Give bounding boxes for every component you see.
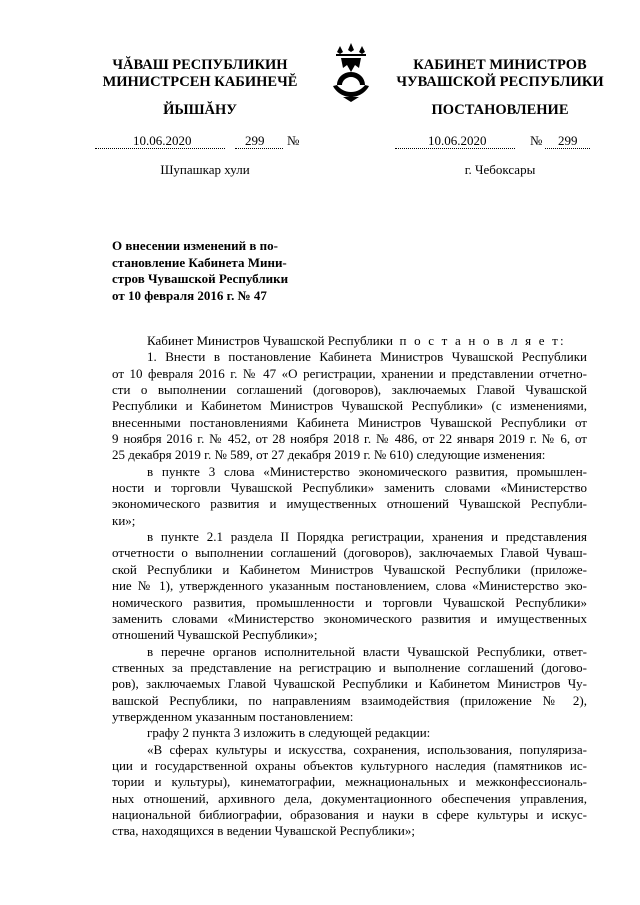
doc-number-right: 299 [558, 133, 578, 148]
body-line: графу 2 пункта 3 изложить в следующей редакции: [147, 725, 431, 741]
body-line: отчетности о выполнении соглашений (договоров), заключаемых Главой Чуваш- [112, 545, 587, 561]
body-line: «В сферах культуры и искусства, сохранения, использования, популяриза- [147, 741, 587, 757]
body-line: вашской Республики, по направлениям взаимодействия (приложение № 2), [112, 692, 587, 708]
body-line: ства, находящихся в ведении Чувашской Республики»; [112, 823, 415, 839]
number-line-left [95, 133, 310, 149]
subject-line: стров Чувашской Республики [112, 271, 289, 287]
number-line-right [395, 133, 615, 149]
header-right-doc-type: ПОСТАНОВЛЕНИЕ [431, 102, 569, 118]
body-line: экономического развития и имущественных отношений Чувашской Республи- [112, 496, 587, 512]
body-line: номического развития, промышленности и торговли Чувашской Республики» [112, 594, 587, 610]
header-left-line2: МИНИСТРСЕН КАБИНЕЧĔ [102, 74, 298, 90]
body-line: в перечне органов исполнительной власти Чувашской Республики, ответ- [147, 643, 587, 659]
body-line: ственных за представление на регистрацию и выполнение соглашений (догово- [112, 659, 587, 675]
body-line: ров), заключаемых Главой Чувашской Республики и Кабинетом Министров Чу- [112, 676, 587, 692]
body-line: ции и государственной охраны объектов культурного наследия (памятников ис- [112, 757, 587, 773]
place-right: г. Чебоксары [464, 162, 536, 177]
body-line: 9 ноября 2016 г. № 452, от 28 ноября 2018 г. № 486, от 22 января 2019 г. № 6, от [112, 431, 587, 447]
body-line: в пункте 3 слова «Министерство экономического развития, промышлен- [147, 463, 587, 479]
body-line: сти о выполнении соглашений (договоров), заключаемых Главой Чувашской [112, 382, 587, 398]
date-right: 10.06.2020 [428, 133, 487, 148]
body-line: 1. Внести в постановление Кабинета Министров Чувашской Республики [147, 349, 587, 365]
body-line: в пункте 2.1 раздела II Порядка регистрации, хранения и представления [147, 529, 587, 545]
number-sign-right: № [530, 133, 543, 148]
body-line: заменить словами «Министерство экономического развития и имущественных [112, 610, 587, 626]
header-left-doc-type: ЙЫШĂНУ [163, 102, 237, 118]
body-line: отношений Чувашской Республики»; [112, 627, 318, 643]
document-body [112, 333, 587, 840]
header-right-line1: КАБИНЕТ МИНИСТРОВ [413, 57, 587, 73]
header-left-line1: ЧĂВАШ РЕСПУБЛИКИН [112, 57, 288, 73]
subject-line: О внесении изменений в по- [112, 238, 278, 253]
place-left: Шупашкар хули [160, 162, 250, 177]
body-line: от 10 февраля 2016 г. № 47 «О регистрации, хранении и представлении отчетно- [112, 365, 587, 381]
body-line: национальной библиографии, образования и науки в сфере культуры и искус- [112, 806, 587, 822]
body-line: ние № 1), утвержденного указанным постановлением, слова «Министерство эко- [112, 578, 587, 594]
body-line: тории и культуры), кинематографии, межнациональных и межконфессиональ- [112, 774, 587, 790]
body-line: внесенными постановлениями Кабинета Министров Чувашской Республики от [112, 414, 587, 430]
document-subject [112, 238, 302, 304]
intro-decree-word: п о с т а н о в л я е т: [399, 333, 566, 348]
doc-number-left: 299 [245, 133, 265, 148]
body-line: 25 декабря 2019 г. № 589, от 27 декабря 2019 г. № 610) следующие изменения: [112, 447, 546, 463]
emblem-icon [329, 42, 373, 104]
body-line: ской Республики и Кабинетом Министров Чувашской Республики (приложе- [112, 561, 587, 577]
body-intro [112, 333, 587, 349]
subject-line: от 10 февраля 2016 г. № 47 [112, 287, 267, 303]
body-line: ности и торговли Чувашской Республики» заменить словами «Министерство [112, 480, 587, 496]
body-line: утвержденном указанным постановлением: [112, 708, 354, 724]
body-line: Республики и Кабинетом Министров Чувашской Республики» (с изменениями, [112, 398, 587, 414]
intro-text: Кабинет Министров Чувашской Республики [147, 333, 393, 348]
subject-line: становление Кабинета Мини- [112, 254, 287, 270]
body-line: ных отношений, архивного дела, документационного обеспечения управления, [112, 790, 587, 806]
date-left: 10.06.2020 [133, 133, 192, 148]
header-right-line2: ЧУВАШСКОЙ РЕСПУБЛИКИ [396, 74, 604, 90]
body-line: ки»; [112, 512, 136, 528]
number-sign-left: № [287, 133, 300, 148]
